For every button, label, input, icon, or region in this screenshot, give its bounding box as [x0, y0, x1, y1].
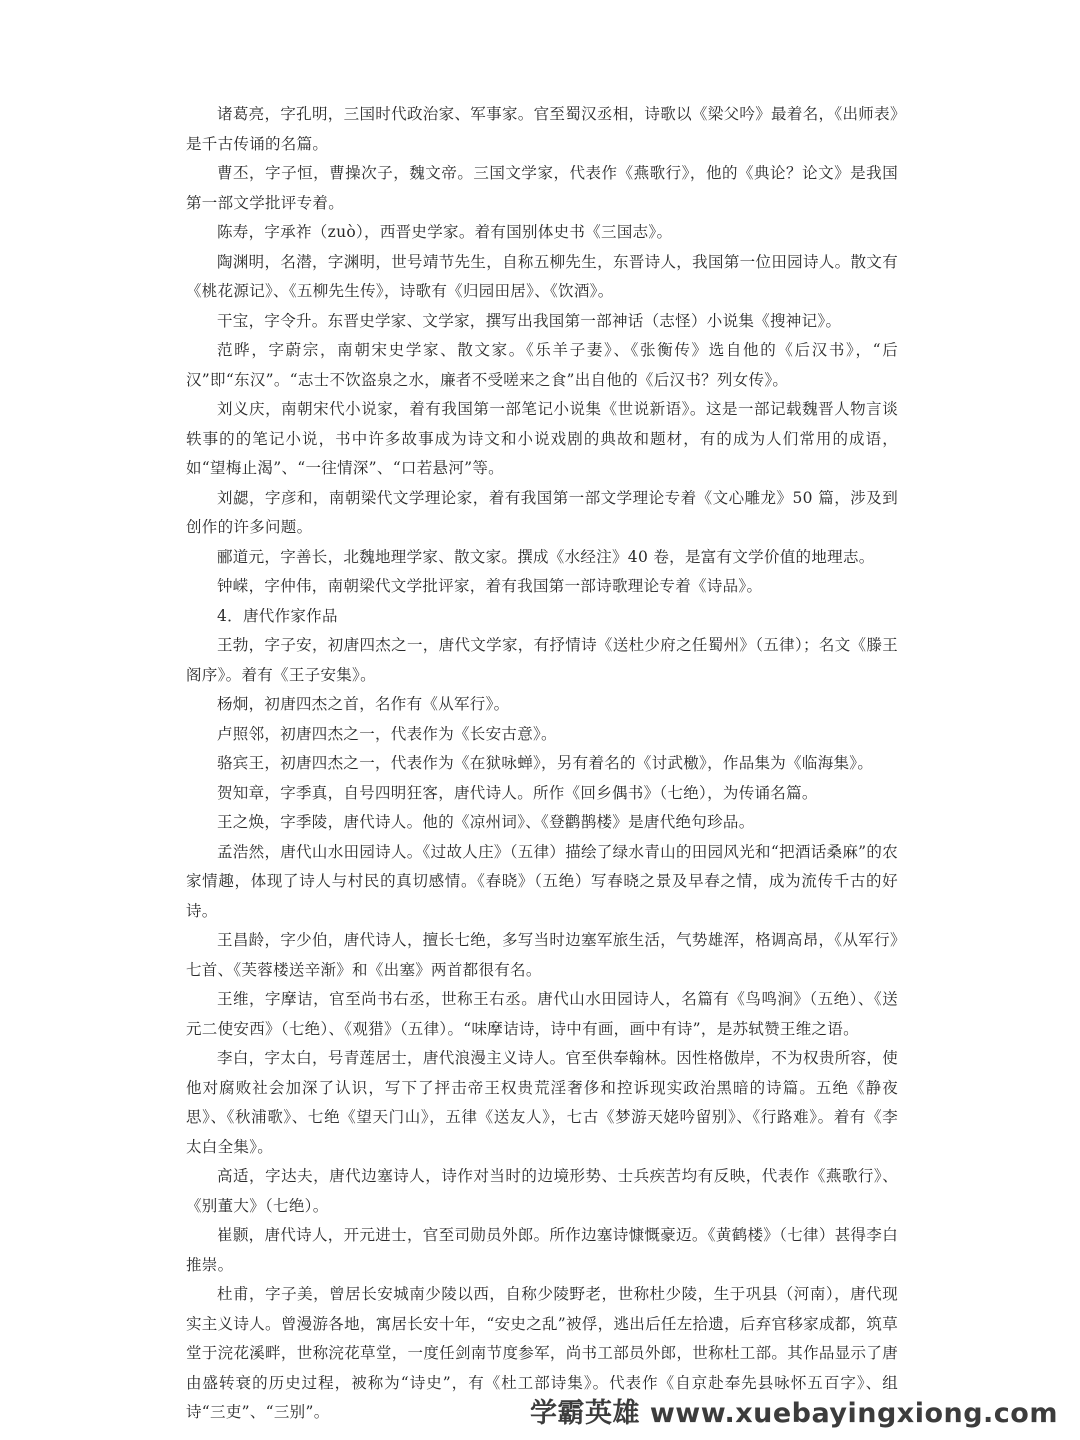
- paragraph-gan-bao: 干宝，字令升。东晋史学家、文学家，撰写出我国第一部神话（志怪）小说集《搜神记》。: [217, 311, 842, 330]
- paragraph-meng-haoran: 孟浩然，唐代山水田园诗人。《过故人庄》（五律）描绘了绿水青山的田园风光和“把酒话桑麻”的农家情趣，体现了诗人与村民的真切感情。《春晓》（五绝）写春晓之景及早春之情，成为流传千古的好诗。: [186, 842, 898, 920]
- paragraph-wang-changling: 王昌龄，字少伯，唐代诗人，擅长七绝，多写当时边塞军旅生活，气势雄浑，格调高昂，《从军行》七首、《芙蓉楼送辛渐》和《出塞》两首都很有名。: [186, 931, 898, 979]
- paragraph-zhuge-liang: 诸葛亮，字孔明，三国时代政治家、军事家。官至蜀汉丞相，诗歌以《梁父吟》最着名，《出师表》是千古传诵的名篇。: [186, 105, 898, 153]
- paragraph-wang-bo: 王勃，字子安，初唐四杰之一，唐代文学家，有抒情诗《送杜少府之任蜀州》（五律）；名文《滕王阁序》。着有《王子安集》。: [186, 636, 898, 684]
- paragraph-liu-yiqing: 刘义庆，南朝宋代小说家，着有我国第一部笔记小说集《世说新语》。这是一部记载魏晋人物言谈轶事的的笔记小说，书中许多故事成为诗文和小说戏剧的典故和题材，有的成为人们常用的成语，如“望梅止渴”、“一往情深”、“口若悬河”等。: [186, 400, 898, 477]
- document-body: [186, 100, 898, 1428]
- section-heading-tang: 4．唐代作家作品: [217, 606, 338, 625]
- paragraph-li-daoyuan: 郦道元，字善长，北魏地理学家、散文家。撰成《水经注》40 卷，是富有文学价值的地理志。: [217, 547, 875, 566]
- paragraph-cao-pi: 曹丕，字子恒，曹操次子，魏文帝。三国文学家，代表作《燕歌行》，他的《典论？论文》是我国第一部文学批评专着。: [186, 164, 898, 212]
- paragraph-luo-binwang: 骆宾王，初唐四杰之一，代表作为《在狱咏蝉》，另有着名的《讨武檄》，作品集为《临海集》。: [217, 754, 874, 772]
- paragraph-gao-shi: 高适，字达夫，唐代边塞诗人，诗作对当时的边境形势、士兵疾苦均有反映，代表作《燕歌行》、《别董大》（七绝）。: [186, 1167, 898, 1215]
- paragraph-wang-zhihuan: 王之焕，字季陵，唐代诗人。他的《凉州词》、《登鹳鹊楼》是唐代绝句珍品。: [217, 813, 755, 831]
- paragraph-lu-zhaolin: 卢照邻，初唐四杰之一，代表作为《长安古意》。: [217, 724, 557, 743]
- paragraph-zhong-rong: 钟嵘，字仲伟，南朝梁代文学批评家，着有我国第一部诗歌理论专着《诗品》。: [217, 577, 763, 595]
- paragraph-chen-shou: 陈寿，字承祚（zuò），西晋史学家。着有国别体史书《三国志》。: [217, 223, 673, 241]
- paragraph-liu-xie: 刘勰，字彦和，南朝梁代文学理论家，着有我国第一部文学理论专着《文心雕龙》50 篇，涉及到创作的许多问题。: [186, 488, 898, 536]
- paragraph-he-zhizhang: 贺知章，字季真，自号四明狂客，唐代诗人。所作《回乡偶书》（七绝），为传诵名篇。: [217, 783, 818, 802]
- paragraph-yang-jiong: 杨炯，初唐四杰之首，名作有《从军行》。: [217, 695, 510, 713]
- paragraph-li-bai: 李白，字太白，号青莲居士，唐代浪漫主义诗人。官至供奉翰林。因性格傲岸，不为权贵所容，使他对腐败社会加深了认识，写下了抨击帝王权贵荒淫奢侈和控诉现实政治黑暗的诗篇。五绝《静夜思》、《秋浦歌》、七绝《望天门山》，五律《送友人》，七古《梦游天姥吟留别》、《行路难》。着有《李太白全集》。: [186, 1049, 898, 1156]
- paragraph-cui-hao: 崔颢，唐代诗人，开元进士，官至司勋员外郎。所作边塞诗慷慨豪迈。《黄鹤楼》（七律）甚得李白推崇。: [186, 1226, 898, 1274]
- paragraph-fan-ye: 范晔，字蔚宗，南朝宋史学家、散文家。《乐羊子妻》、《张衡传》选自他的《后汉书》，“后汉”即“东汉”。“志士不饮盗泉之水，廉者不受嗟来之食”出自他的《后汉书？列女传》。: [186, 341, 898, 389]
- paragraph-tao-yuanming: 陶渊明，名潜，字渊明，世号靖节先生，自称五柳先生，东晋诗人，我国第一位田园诗人。散文有《桃花源记》、《五柳先生传》，诗歌有《归园田居》、《饮酒》。: [186, 252, 898, 300]
- site-watermark: 学霸英雄 www.xuebayingxiong.com: [529, 1398, 1058, 1429]
- paragraph-wang-wei: 王维，字摩诘，官至尚书右丞，世称王右丞。唐代山水田园诗人，名篇有《鸟鸣涧》（五绝）、《送元二使安西》（七绝）、《观猎》（五律）。“味摩诘诗，诗中有画，画中有诗”，是苏轼赞王维之语。: [186, 990, 898, 1038]
- paragraph-du-fu: 杜甫，字子美，曾居长安城南少陵以西，自称少陵野老，世称杜少陵，生于巩县（河南），唐代现实主义诗人。曾漫游各地，寓居长安十年，“安史之乱”被俘，逃出后任左拾遗，后弃官移家成都，筑草堂于浣花溪畔，世称浣花草堂，一度任剑南节度参军，尚书工部员外郎，世称杜工部。其作品显示了唐由盛转衰的历史过程，被称为“诗史”，有《杜工部诗集》。代表作《自京赴奉先县咏怀五百字》、组诗“三吏”、“三别”。: [186, 1285, 898, 1421]
